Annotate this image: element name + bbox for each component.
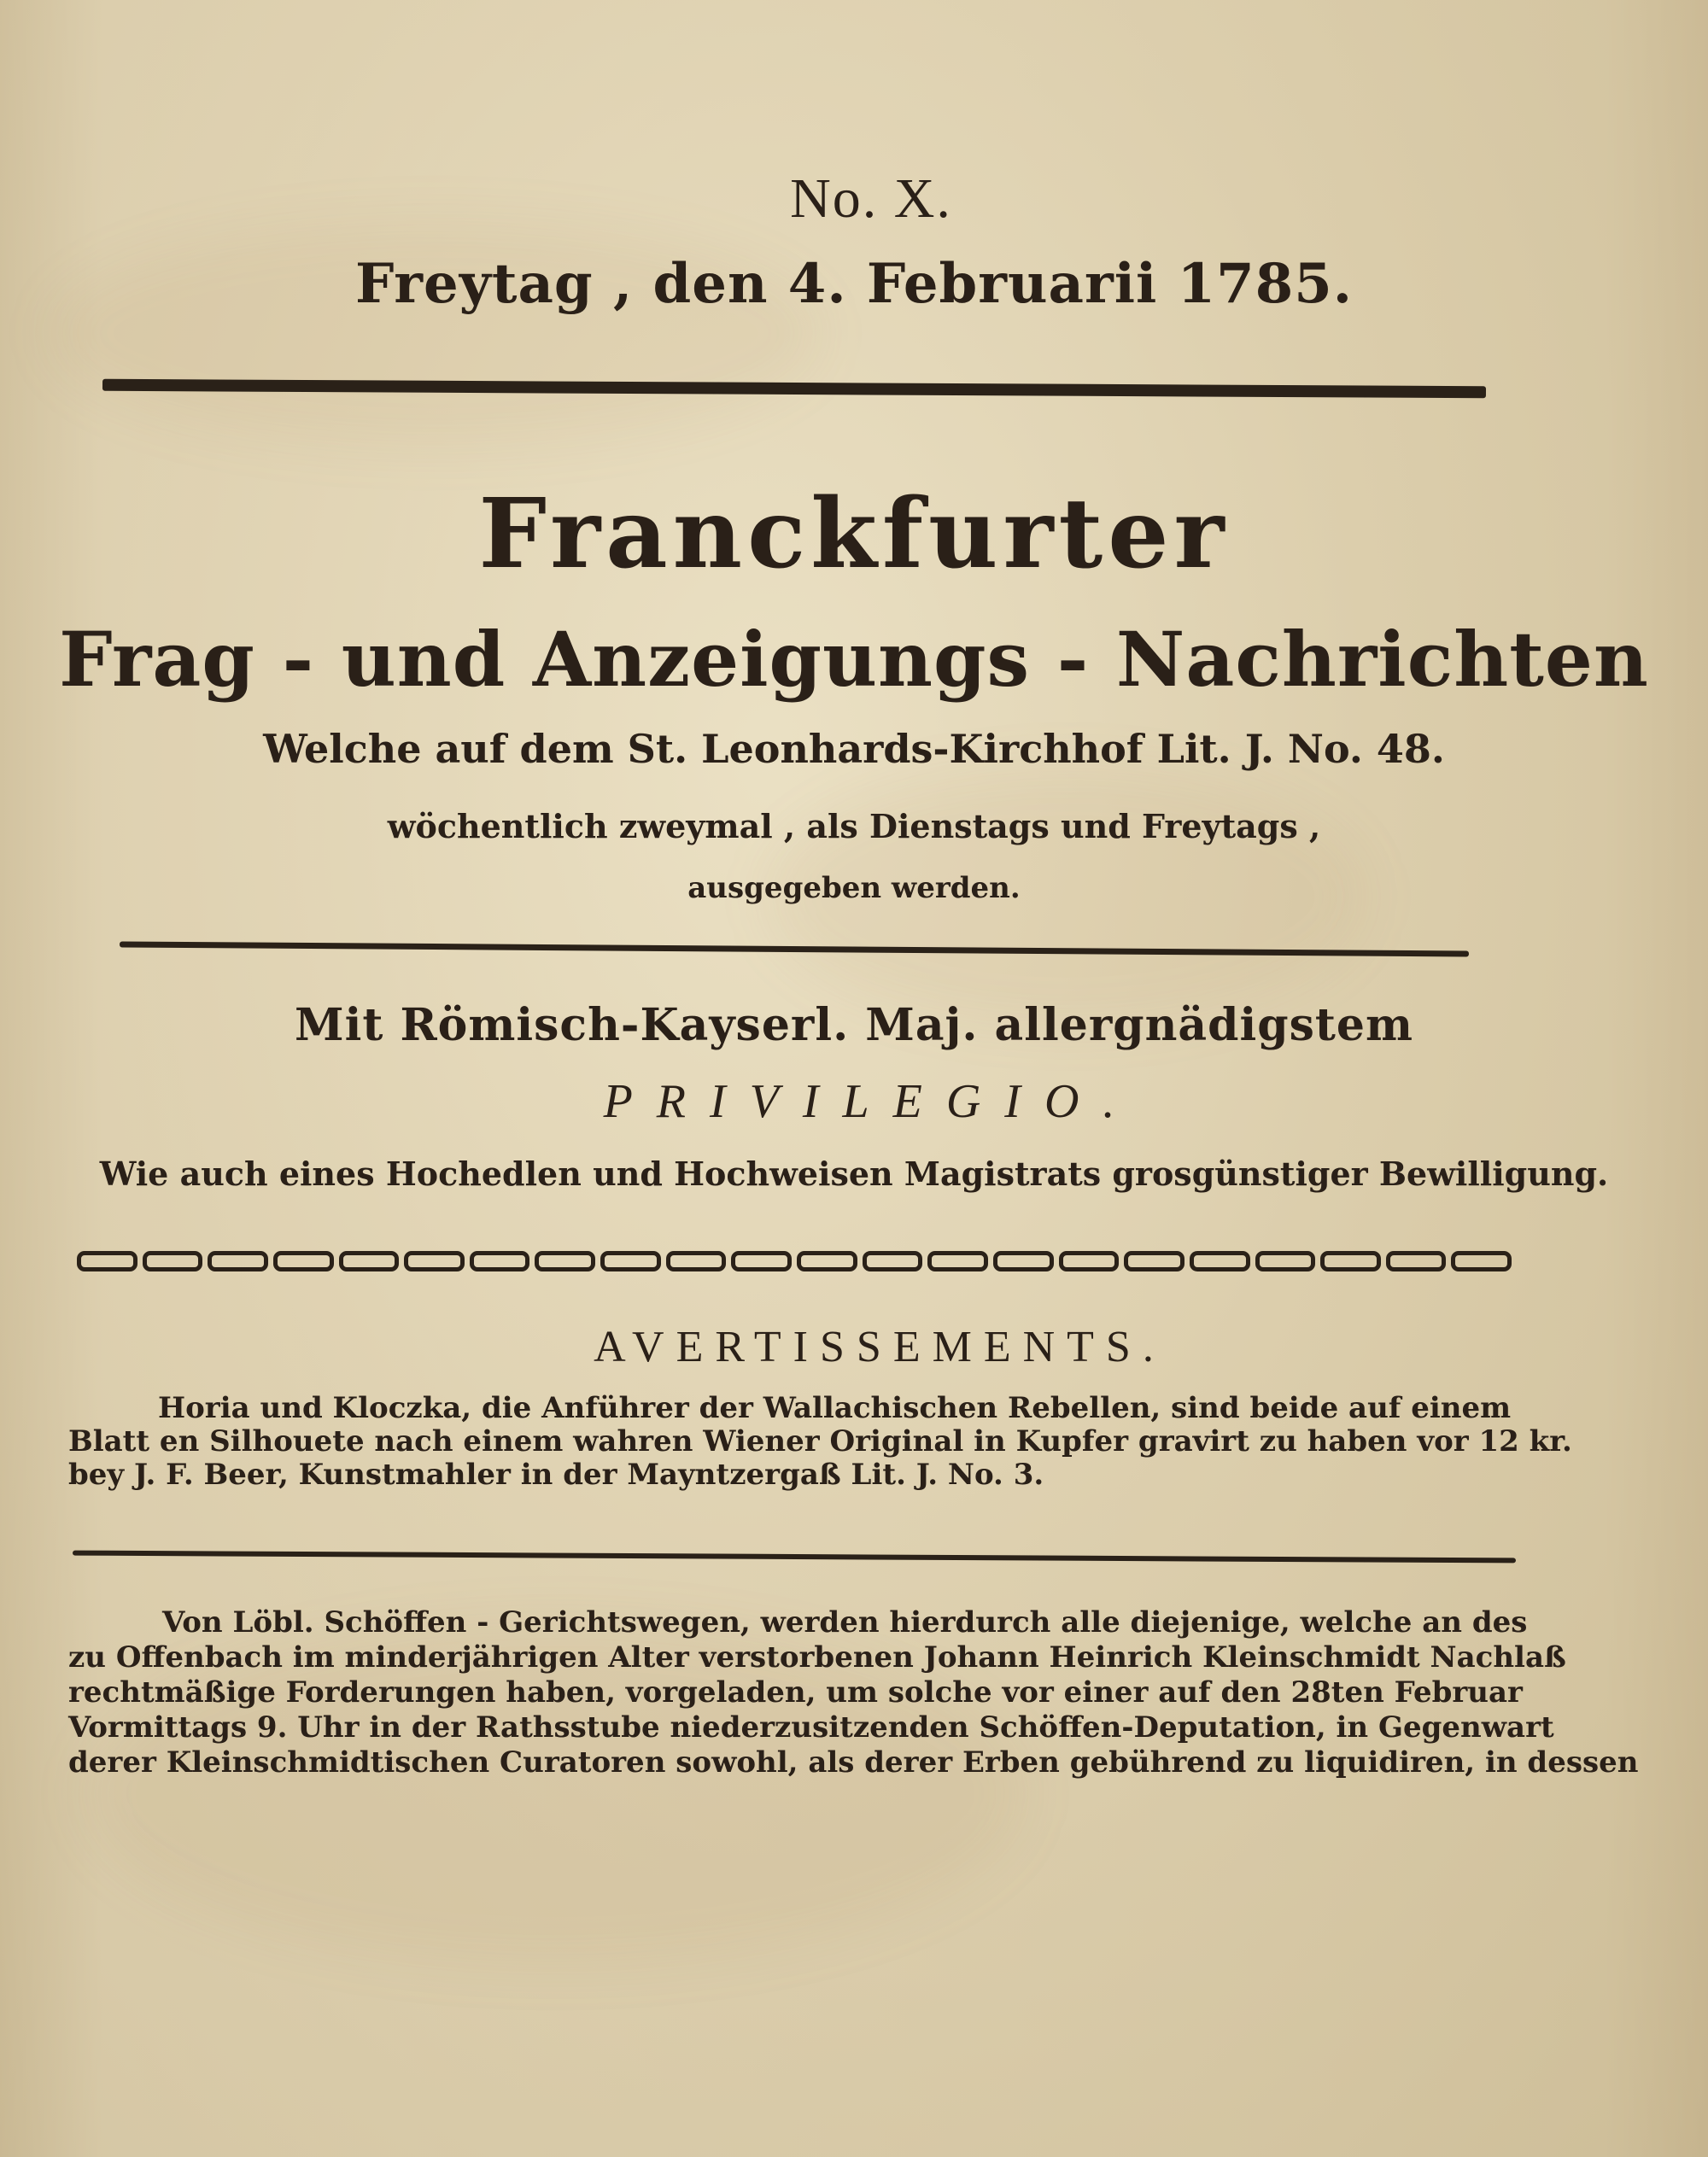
masthead-subtitle-line3: ausgegeben werden. <box>687 871 1021 905</box>
notice-line: zu Offenbach im minderjährigen Alter verstorbenen Johann Heinrich Kleinschmidt Nachlaß <box>68 1640 1566 1675</box>
notice-divider <box>73 1551 1516 1564</box>
notice-line: Vormittags 9. Uhr in der Rathsstube niederzusitzenden Schöffen-Deputation, in Gegenwart <box>68 1710 1554 1745</box>
masthead-subtitle-line1: Welche auf dem St. Leonhards-Kirchhof Lit. J. No. 48. <box>263 726 1445 772</box>
issue-number: No. X. <box>790 167 952 230</box>
notice-line: Blatt en Silhouete nach einem wahren Wiener Original in Kupfer gravirt zu haben vor 12 kr. <box>68 1424 1572 1458</box>
masthead-title-line1: Franckfurter <box>478 478 1230 590</box>
ornamental-chain-rule <box>77 1248 1512 1274</box>
notice-line: bey J. F. Beer, Kunstmahler in der Mayntzergaß Lit. J. No. 3. <box>68 1458 1044 1492</box>
privilege-line3: Wie auch eines Hochedlen und Hochweisen Magistrats grosgünstiger Bewilligung. <box>99 1154 1609 1193</box>
masthead-subtitle-line2: wöchentlich zweymal , als Dienstags und Freytags , <box>387 807 1321 845</box>
notice-line: Von Löbl. Schöffen - Gerichtswegen, werden hierdurch alle diejenige, welche an des <box>162 1605 1528 1640</box>
notice-line: Horia und Kloczka, die Anführer der Wallachischen Rebellen, sind beide auf einem <box>158 1391 1512 1425</box>
notice-line: rechtmäßige Forderungen haben, vorgeladen, um solche vor einer auf den 28ten Februar <box>68 1675 1523 1710</box>
notice-kleinschmidt <box>68 1605 1639 1780</box>
issue-date: Freytag , den 4. Februarii 1785. <box>354 252 1354 316</box>
notice-beer <box>68 1391 1572 1492</box>
masthead-title-line2: Frag - und Anzeigungs - Nachrichten <box>59 615 1649 704</box>
section-heading: AVERTISSEMENTS. <box>594 1323 1166 1371</box>
notice-line: derer Kleinschmidtischen Curatoren sowohl, als derer Erben gebührend zu liquidiren, in dessen <box>68 1745 1639 1780</box>
privilege-line1: Mit Römisch-Kayserl. Maj. allergnädigstem <box>295 999 1413 1051</box>
privilege-line2: PRIVILEGIO. <box>603 1075 1139 1128</box>
